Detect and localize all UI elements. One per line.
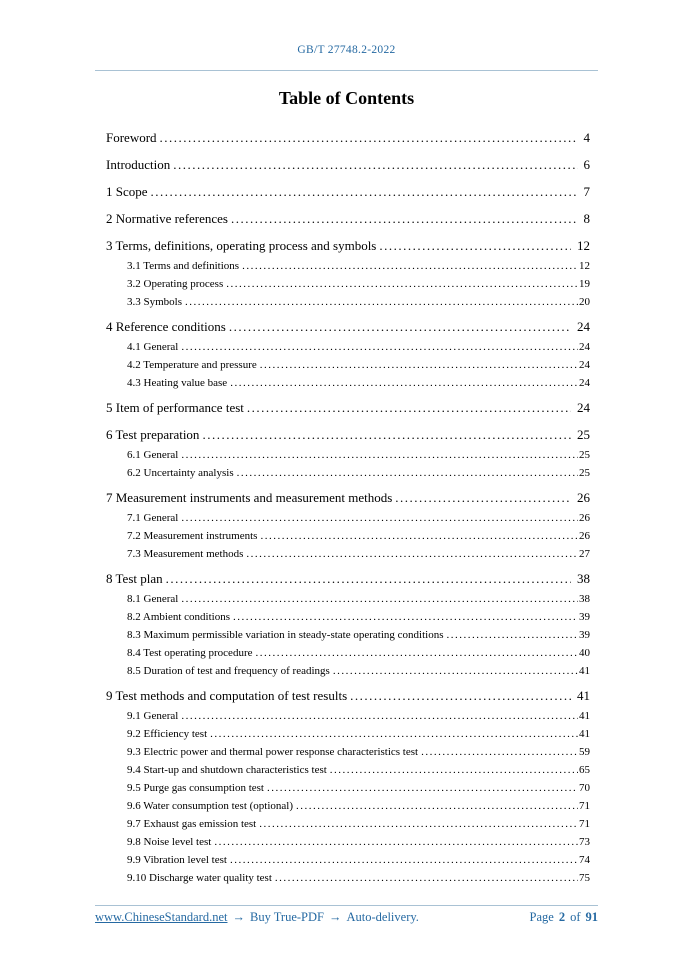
toc-page-number: 24 bbox=[579, 377, 590, 389]
toc-entry[interactable] bbox=[106, 358, 590, 372]
toc-entry[interactable] bbox=[106, 295, 590, 309]
toc-entry-label: 6.2 Uncertainty analysis bbox=[127, 467, 234, 479]
toc-entry-label: 7.1 General bbox=[127, 512, 179, 524]
toc-page-number: 59 bbox=[579, 746, 590, 758]
toc-entry[interactable] bbox=[106, 664, 590, 678]
toc-entry-label: 9.10 Discharge water quality test bbox=[127, 872, 272, 884]
toc-page-number: 8 bbox=[583, 211, 590, 226]
toc-page-number: 27 bbox=[579, 548, 590, 560]
toc-entry[interactable] bbox=[106, 835, 590, 849]
toc-entry-label: 4 Reference conditions bbox=[106, 319, 226, 334]
toc-entry[interactable] bbox=[106, 610, 590, 624]
toc-leader-dots bbox=[275, 871, 578, 885]
toc-entry-label: 9.4 Start-up and shutdown characteristics test bbox=[127, 764, 327, 776]
toc-entry-label: 6.1 General bbox=[127, 449, 179, 461]
toc-entry-label: 7 Measurement instruments and measurement methods bbox=[106, 490, 393, 505]
toc-page-number: 71 bbox=[579, 800, 590, 812]
footer-rule bbox=[95, 905, 598, 906]
page-word: Page bbox=[529, 910, 554, 924]
toc-entry-label: 5 Item of performance test bbox=[106, 400, 244, 415]
toc-page-number: 39 bbox=[579, 611, 590, 623]
toc-entry-label: 3 Terms, definitions, operating process and symbols bbox=[106, 238, 377, 253]
toc-entry-label: 9.5 Purge gas consumption test bbox=[127, 782, 264, 794]
toc-entry[interactable] bbox=[106, 709, 590, 723]
toc-entry-label: 9.2 Efficiency test bbox=[127, 728, 208, 740]
toc-page-number: 19 bbox=[579, 278, 590, 290]
toc-leader-dots bbox=[260, 529, 578, 543]
toc-leader-dots bbox=[256, 646, 579, 660]
toc-page-number: 41 bbox=[579, 665, 590, 677]
toc-page-number: 39 bbox=[579, 629, 590, 641]
toc-entry[interactable] bbox=[106, 376, 590, 390]
toc-entry[interactable] bbox=[106, 156, 590, 174]
toc-page-number: 4 bbox=[583, 130, 590, 145]
toc-entry[interactable] bbox=[106, 871, 590, 885]
toc-leader-dots bbox=[210, 727, 578, 741]
toc-leader-dots bbox=[421, 745, 578, 759]
toc-entry-label: 7.2 Measurement instruments bbox=[127, 530, 258, 542]
toc-entry-label: 8.5 Duration of test and frequency of readings bbox=[127, 665, 330, 677]
toc-page-number: 12 bbox=[577, 238, 590, 253]
toc-entry[interactable] bbox=[106, 399, 590, 417]
toc-page-number: 74 bbox=[579, 854, 590, 866]
toc-entry[interactable] bbox=[106, 628, 590, 642]
toc-leader-dots bbox=[259, 817, 578, 831]
toc-leader-dots bbox=[181, 511, 578, 525]
toc-leader-dots bbox=[181, 592, 578, 606]
toc-leader-dots bbox=[185, 295, 578, 309]
toc-leader-dots bbox=[379, 237, 571, 255]
toc-entry[interactable] bbox=[106, 745, 590, 759]
toc-entry[interactable] bbox=[106, 489, 590, 507]
toc-page-number: 75 bbox=[579, 872, 590, 884]
page-indicator bbox=[530, 910, 598, 925]
toc-page-number: 26 bbox=[579, 512, 590, 524]
toc-leader-dots bbox=[231, 210, 578, 228]
toc-page-number: 7 bbox=[583, 184, 590, 199]
toc-entry[interactable] bbox=[106, 511, 590, 525]
toc-entry[interactable] bbox=[106, 237, 590, 255]
toc-leader-dots bbox=[214, 835, 578, 849]
footer-delivery-text: Auto-delivery. bbox=[346, 910, 419, 924]
toc-leader-dots bbox=[330, 763, 578, 777]
toc-entry-label: 8.2 Ambient conditions bbox=[127, 611, 230, 623]
toc-leader-dots bbox=[447, 628, 579, 642]
toc-entry-label: 3.1 Terms and definitions bbox=[127, 260, 240, 272]
toc-page-number: 40 bbox=[579, 647, 590, 659]
toc-entry-label: 8.3 Maximum permissible variation in steady-state operating conditions bbox=[127, 629, 444, 641]
toc-entry-label: 9.1 General bbox=[127, 710, 179, 722]
toc-entry[interactable] bbox=[106, 547, 590, 561]
current-page-number: 2 bbox=[558, 910, 566, 924]
toc-page-number: 24 bbox=[579, 359, 590, 371]
toc-entry[interactable] bbox=[106, 570, 590, 588]
arrow-right-icon: → bbox=[329, 910, 342, 924]
toc-entry[interactable] bbox=[106, 817, 590, 831]
toc-entry[interactable] bbox=[106, 646, 590, 660]
toc-page-number: 41 bbox=[577, 688, 590, 703]
toc-page-number: 41 bbox=[579, 710, 590, 722]
footer-buy-text: Buy True-PDF bbox=[250, 910, 324, 924]
toc-entry-label: 9.9 Vibration level test bbox=[127, 854, 227, 866]
toc-leader-dots bbox=[296, 799, 578, 813]
toc-leader-dots bbox=[230, 853, 578, 867]
toc-entry-label: 7.3 Measurement methods bbox=[127, 548, 244, 560]
toc-entry[interactable] bbox=[106, 259, 590, 273]
toc-page-number: 20 bbox=[579, 296, 590, 308]
toc-page-number: 65 bbox=[579, 764, 590, 776]
toc-leader-dots bbox=[233, 610, 578, 624]
toc-entry[interactable] bbox=[106, 466, 590, 480]
footer bbox=[95, 910, 598, 925]
toc-entry-label: 9.8 Noise level test bbox=[127, 836, 212, 848]
toc-entry[interactable] bbox=[106, 426, 590, 444]
toc-entry[interactable] bbox=[106, 448, 590, 462]
toc-page-number: 71 bbox=[579, 818, 590, 830]
toc-leader-dots bbox=[166, 570, 571, 588]
toc-page-number: 24 bbox=[579, 341, 590, 353]
toc-leader-dots bbox=[267, 781, 578, 795]
of-word: of bbox=[570, 910, 581, 924]
toc-leader-dots bbox=[230, 376, 578, 390]
toc-page-number: 38 bbox=[577, 571, 590, 586]
toc-leader-dots bbox=[246, 547, 578, 561]
toc-leader-dots bbox=[151, 183, 578, 201]
toc-entry-label: 4.1 General bbox=[127, 341, 179, 353]
toc-entry[interactable] bbox=[106, 529, 590, 543]
toc-leader-dots bbox=[260, 358, 578, 372]
toc-entry[interactable] bbox=[106, 799, 590, 813]
toc-entry-label: 8.4 Test operating procedure bbox=[127, 647, 253, 659]
toc-leader-dots bbox=[350, 687, 571, 705]
toc-entry[interactable] bbox=[106, 277, 590, 291]
toc-entry-label: Foreword bbox=[106, 130, 157, 145]
toc-entry-label: 8.1 General bbox=[127, 593, 179, 605]
toc-page-number: 73 bbox=[579, 836, 590, 848]
header-doc-number: GB/T 27748.2-2022 bbox=[297, 44, 396, 56]
toc-leader-dots bbox=[181, 709, 578, 723]
footer-left bbox=[95, 910, 419, 925]
toc-leader-dots bbox=[333, 664, 578, 678]
toc-page-number: 25 bbox=[579, 449, 590, 461]
toc-leader-dots bbox=[160, 129, 578, 147]
toc-entry[interactable] bbox=[106, 853, 590, 867]
toc-entry[interactable] bbox=[106, 183, 590, 201]
toc-entry-label: 3.2 Operating process bbox=[127, 278, 224, 290]
toc-page-number: 41 bbox=[579, 728, 590, 740]
toc-entry[interactable] bbox=[106, 210, 590, 228]
toc-page-number: 26 bbox=[579, 530, 590, 542]
toc-leader-dots bbox=[237, 466, 578, 480]
toc-page-number: 25 bbox=[579, 467, 590, 479]
toc-entry[interactable] bbox=[106, 592, 590, 606]
toc-leader-dots bbox=[395, 489, 571, 507]
toc-entry[interactable] bbox=[106, 687, 590, 705]
toc-page-number: 24 bbox=[577, 400, 590, 415]
toc-entry-label: 4.3 Heating value base bbox=[127, 377, 228, 389]
toc-page-number: 25 bbox=[577, 427, 590, 442]
toc-leader-dots bbox=[173, 156, 577, 174]
total-page-number: 91 bbox=[585, 910, 598, 924]
toc-entry-label: Introduction bbox=[106, 157, 171, 172]
toc-entry[interactable] bbox=[106, 340, 590, 354]
toc-entry-label: 1 Scope bbox=[106, 184, 148, 199]
toc-list bbox=[106, 120, 590, 885]
toc-leader-dots bbox=[181, 340, 578, 354]
toc-page-number: 70 bbox=[579, 782, 590, 794]
page-title: Table of Contents bbox=[278, 88, 415, 108]
toc-page-number: 6 bbox=[583, 157, 590, 172]
toc-entry-label: 9.3 Electric power and thermal power response characteristics test bbox=[127, 746, 419, 758]
footer-site-link[interactable]: www.ChineseStandard.net bbox=[95, 910, 228, 924]
toc-leader-dots bbox=[181, 448, 578, 462]
toc-entry-label: 4.2 Temperature and pressure bbox=[127, 359, 257, 371]
toc-entry-label: 2 Normative references bbox=[106, 211, 228, 226]
toc-page-number: 24 bbox=[577, 319, 590, 334]
header-rule bbox=[95, 70, 598, 71]
toc-leader-dots bbox=[226, 277, 578, 291]
toc-entry-label: 3.3 Symbols bbox=[127, 296, 183, 308]
toc-leader-dots bbox=[247, 399, 571, 417]
toc-leader-dots bbox=[242, 259, 578, 273]
toc-entry[interactable] bbox=[106, 129, 590, 147]
toc-entry[interactable] bbox=[106, 763, 590, 777]
toc-entry-label: 8 Test plan bbox=[106, 571, 163, 586]
toc-entry-label: 6 Test preparation bbox=[106, 427, 200, 442]
toc-entry[interactable] bbox=[106, 781, 590, 795]
toc-entry-label: 9.6 Water consumption test (optional) bbox=[127, 800, 294, 812]
toc-page-number: 26 bbox=[577, 490, 590, 505]
arrow-right-icon: → bbox=[232, 910, 245, 924]
toc-entry[interactable] bbox=[106, 318, 590, 336]
toc-page-number: 12 bbox=[579, 260, 590, 272]
toc-leader-dots bbox=[202, 426, 571, 444]
toc-entry[interactable] bbox=[106, 727, 590, 741]
toc-page-number: 38 bbox=[579, 593, 590, 605]
toc-entry-label: 9 Test methods and computation of test results bbox=[106, 688, 348, 703]
toc-entry-label: 9.7 Exhaust gas emission test bbox=[127, 818, 257, 830]
toc-leader-dots bbox=[229, 318, 571, 336]
